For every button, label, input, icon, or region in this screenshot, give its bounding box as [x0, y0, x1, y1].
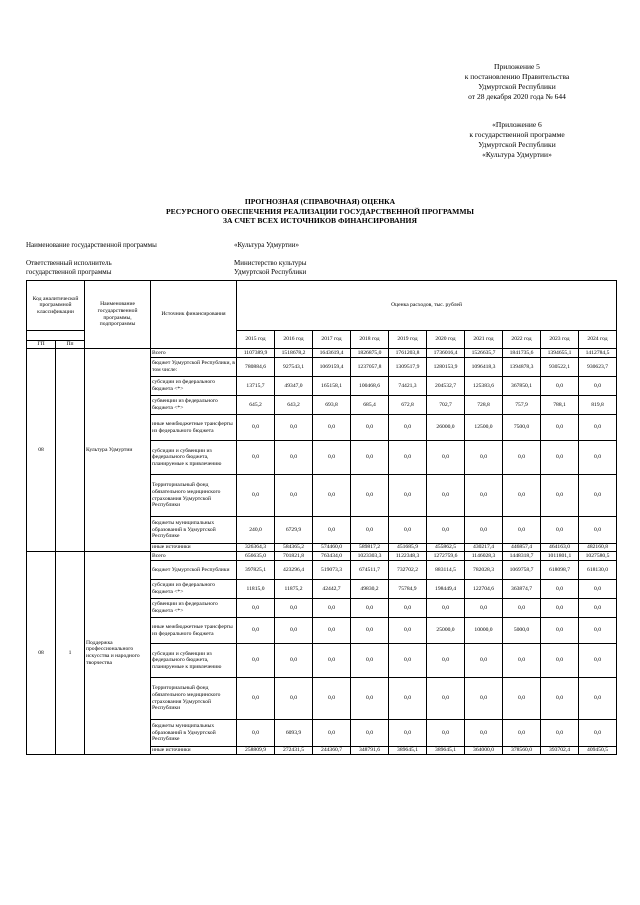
- amount-cell: 701821,8: [275, 552, 313, 561]
- amount-cell: 0,0: [465, 599, 503, 618]
- amount-cell: 0,0: [503, 678, 541, 720]
- amount-cell: 165158,1: [313, 377, 351, 396]
- amount-cell: 26000,0: [427, 415, 465, 441]
- amount-cell: 763434,0: [313, 552, 351, 561]
- amount-cell: 6729,9: [275, 517, 313, 544]
- funding-source: иные источники: [151, 544, 237, 552]
- amount-cell: 0,0: [275, 644, 313, 678]
- funding-source: субсидии и субвенции из федерального бюджета, планируемые к привлечению: [151, 644, 237, 678]
- funding-source: Территориальный фонд обязательного медицинского страхования Удмуртской Республики: [151, 678, 237, 720]
- amount-cell: 1518678,2: [275, 349, 313, 358]
- amount-cell: 258809,9: [237, 747, 275, 755]
- amount-cell: 0,0: [541, 377, 579, 396]
- document-title: [80, 197, 560, 226]
- amount-cell: 589817,2: [351, 544, 389, 552]
- amount-cell: 1826875,0: [351, 349, 389, 358]
- amount-cell: 7500,0: [503, 415, 541, 441]
- amount-cell: 42442,7: [313, 580, 351, 599]
- amount-cell: 0,0: [275, 475, 313, 517]
- funding-source: бюджеты муниципальных образований в Удмуртской Республике: [151, 517, 237, 544]
- amount-cell: 0,0: [541, 720, 579, 747]
- appendix-6-line: «Приложение 6: [492, 120, 542, 129]
- amount-cell: 1146028,3: [465, 552, 503, 561]
- funding-source: субсидии из федерального бюджета <*>: [151, 580, 237, 599]
- amount-cell: 0,0: [427, 720, 465, 747]
- amount-cell: 0,0: [313, 441, 351, 475]
- funding-source: субсидии из федерального бюджета <*>: [151, 377, 237, 396]
- amount-cell: 12500,0: [465, 415, 503, 441]
- header-year: 2022 год: [503, 331, 541, 349]
- amount-cell: 0,0: [275, 618, 313, 644]
- amount-cell: 1096418,3: [465, 358, 503, 377]
- amount-cell: 1736016,4: [427, 349, 465, 358]
- header-code: Код аналитической программной классификации: [27, 281, 85, 331]
- amount-cell: 645,2: [237, 396, 275, 415]
- header-year: 2020 год: [427, 331, 465, 349]
- amount-cell: 883114,5: [427, 561, 465, 580]
- amount-cell: 1069758,7: [503, 561, 541, 580]
- amount-cell: 204532,7: [427, 377, 465, 396]
- amount-cell: 100468,6: [351, 377, 389, 396]
- amount-cell: 0,0: [465, 678, 503, 720]
- amount-cell: 0,0: [465, 644, 503, 678]
- amount-cell: 0,0: [351, 415, 389, 441]
- funding-source: Всего: [151, 349, 237, 358]
- header-name: Наименование государственной программы, подпрограммы: [85, 281, 151, 349]
- title-line: ЗА СЧЕТ ВСЕХ ИСТОЧНИКОВ ФИНАНСИРОВАНИЯ: [223, 216, 417, 225]
- amount-cell: 464163,0: [541, 544, 579, 552]
- amount-cell: 0,0: [579, 377, 617, 396]
- title-line: ПРОГНОЗНАЯ (СПРАВОЧНАЯ) ОЦЕНКА: [244, 197, 396, 206]
- amount-cell: 10000,0: [465, 618, 503, 644]
- program-value: «Культура Удмуртии»: [234, 241, 300, 249]
- header-year: 2019 год: [389, 331, 427, 349]
- amount-cell: 0,0: [427, 599, 465, 618]
- header-year: 2017 год: [313, 331, 351, 349]
- amount-cell: 363874,7: [503, 580, 541, 599]
- amount-cell: 389645,1: [427, 747, 465, 755]
- amount-cell: 0,0: [237, 678, 275, 720]
- amount-cell: 1280153,9: [427, 358, 465, 377]
- amount-cell: 0,0: [579, 475, 617, 517]
- executor-label-line: государственной программы: [26, 268, 112, 276]
- amount-cell: 125383,6: [465, 377, 503, 396]
- amount-cell: 0,0: [351, 618, 389, 644]
- amount-cell: 0,0: [237, 441, 275, 475]
- amount-cell: 0,0: [503, 720, 541, 747]
- amount-cell: 1448318,7: [503, 552, 541, 561]
- amount-cell: 1309517,9: [389, 358, 427, 377]
- program-label: Наименование государственной программы: [26, 241, 157, 249]
- executor-value-line: Министерство культуры: [234, 259, 307, 267]
- amount-cell: 1761203,8: [389, 349, 427, 358]
- amount-cell: 519073,3: [313, 561, 351, 580]
- amount-cell: 1412784,5: [579, 349, 617, 358]
- amount-cell: 0,0: [579, 415, 617, 441]
- amount-cell: 393702,4: [541, 747, 579, 755]
- amount-cell: 0,0: [579, 599, 617, 618]
- header-year: 2015 год: [237, 331, 275, 349]
- executor-label: [26, 259, 112, 277]
- amount-cell: 1237057,8: [351, 358, 389, 377]
- amount-cell: 0,0: [465, 720, 503, 747]
- amount-cell: 0,0: [541, 441, 579, 475]
- amount-cell: 0,0: [503, 517, 541, 544]
- amount-cell: 927543,1: [275, 358, 313, 377]
- amount-cell: 0,0: [389, 618, 427, 644]
- amount-cell: 25000,0: [427, 618, 465, 644]
- executor-value-line: Удмуртской Республики: [234, 268, 307, 276]
- amount-cell: 1122348,3: [389, 552, 427, 561]
- amount-cell: 0,0: [503, 475, 541, 517]
- amount-cell: 455862,5: [427, 544, 465, 552]
- amount-cell: 122704,6: [465, 580, 503, 599]
- amount-cell: 0,0: [237, 644, 275, 678]
- amount-cell: 0,0: [313, 720, 351, 747]
- amount-cell: 0,0: [389, 644, 427, 678]
- amount-cell: 1027580,5: [579, 552, 617, 561]
- amount-cell: 0,0: [503, 644, 541, 678]
- amount-cell: 618130,0: [579, 561, 617, 580]
- amount-cell: 0,0: [351, 441, 389, 475]
- amount-cell: 930623,7: [579, 358, 617, 377]
- executor-value: [234, 259, 307, 277]
- amount-cell: 75784,9: [389, 580, 427, 599]
- gp-code: 08: [27, 552, 56, 755]
- header-year: 2018 год: [351, 331, 389, 349]
- amount-cell: 1107389,9: [237, 349, 275, 358]
- amount-cell: 0,0: [351, 644, 389, 678]
- amount-cell: 0,0: [389, 441, 427, 475]
- amount-cell: 732702,2: [389, 561, 427, 580]
- appendix-5-line: от 28 декабря 2020 года № 644: [468, 92, 566, 101]
- amount-cell: 674511,7: [351, 561, 389, 580]
- funding-source: Территориальный фонд обязательного медицинского страхования Удмуртской Республики: [151, 475, 237, 517]
- appendix-5-line: к постановлению Правительства: [464, 72, 570, 81]
- amount-cell: 0,0: [503, 599, 541, 618]
- amount-cell: 0,0: [465, 441, 503, 475]
- amount-cell: 0,0: [389, 415, 427, 441]
- amount-cell: 0,0: [313, 644, 351, 678]
- amount-cell: 0,0: [427, 475, 465, 517]
- amount-cell: 782028,3: [465, 561, 503, 580]
- amount-cell: 0,0: [351, 720, 389, 747]
- amount-cell: 0,0: [275, 441, 313, 475]
- title-line: РЕСУРСНОГО ОБЕСПЕЧЕНИЯ РЕАЛИЗАЦИИ ГОСУДАРСТВЕННОЙ ПРОГРАММЫ: [166, 206, 474, 216]
- funding-source: иные межбюджетные трансферты из федерального бюджета: [151, 415, 237, 441]
- header-gp: ГП: [27, 341, 56, 349]
- amount-cell: 49347,0: [275, 377, 313, 396]
- appendix-6-line: «Культура Удмуртии»: [482, 150, 552, 159]
- amount-cell: 1011801,1: [541, 552, 579, 561]
- amount-cell: 482160,8: [579, 544, 617, 552]
- amount-cell: 446857,4: [503, 544, 541, 552]
- amount-cell: 0,0: [389, 517, 427, 544]
- amount-cell: 326364,3: [237, 544, 275, 552]
- amount-cell: 584365,2: [275, 544, 313, 552]
- amount-cell: 1841735,6: [503, 349, 541, 358]
- amount-cell: 1526635,7: [465, 349, 503, 358]
- amount-cell: 0,0: [541, 517, 579, 544]
- funding-source: Всего: [151, 552, 237, 561]
- header-estimate: Оценка расходов, тыс. рублей: [237, 281, 617, 331]
- amount-cell: 0,0: [541, 580, 579, 599]
- amount-cell: 0,0: [579, 580, 617, 599]
- amount-cell: 656635,0: [237, 552, 275, 561]
- amount-cell: 6093,9: [275, 720, 313, 747]
- amount-cell: 1272759,6: [427, 552, 465, 561]
- amount-cell: 574460,0: [313, 544, 351, 552]
- amount-cell: 198449,4: [427, 580, 465, 599]
- amount-cell: 0,0: [351, 517, 389, 544]
- amount-cell: 0,0: [465, 517, 503, 544]
- amount-cell: 0,0: [503, 441, 541, 475]
- amount-cell: 244360,7: [313, 747, 351, 755]
- appendix-6-line: Удмуртской Республики: [478, 140, 556, 149]
- amount-cell: 819,8: [579, 396, 617, 415]
- program-name: Культура Удмуртии: [85, 349, 151, 552]
- amount-cell: 0,0: [313, 618, 351, 644]
- gp-code: 08: [27, 349, 56, 552]
- amount-cell: 74421,3: [389, 377, 427, 396]
- funding-source: бюджет Удмуртской Республики, в том числе:: [151, 358, 237, 377]
- header-pp: Пп: [56, 341, 85, 349]
- amount-cell: 702,7: [427, 396, 465, 415]
- amount-cell: 672,8: [389, 396, 427, 415]
- amount-cell: 5000,0: [503, 618, 541, 644]
- amount-cell: 272431,5: [275, 747, 313, 755]
- resource-table: [26, 280, 617, 755]
- funding-source: иные источники: [151, 747, 237, 755]
- amount-cell: 0,0: [313, 599, 351, 618]
- funding-source: субвенции из федерального бюджета <*>: [151, 396, 237, 415]
- header-code-spacer: [27, 331, 85, 341]
- appendix-6-line: к государственной программе: [469, 130, 565, 139]
- amount-cell: 0,0: [579, 720, 617, 747]
- amount-cell: 0,0: [579, 678, 617, 720]
- amount-cell: 397825,1: [237, 561, 275, 580]
- amount-cell: 0,0: [389, 599, 427, 618]
- header-year: 2016 год: [275, 331, 313, 349]
- header-year: 2024 год: [579, 331, 617, 349]
- amount-cell: 0,0: [237, 475, 275, 517]
- funding-source: субсидии и субвенции из федерального бюджета, планируемые к привлечению: [151, 441, 237, 475]
- amount-cell: 0,0: [313, 517, 351, 544]
- amount-cell: 0,0: [351, 599, 389, 618]
- amount-cell: 0,0: [427, 678, 465, 720]
- amount-cell: 643,2: [275, 396, 313, 415]
- pp-code: [56, 349, 85, 552]
- amount-cell: 780884,6: [237, 358, 275, 377]
- amount-cell: 0,0: [313, 475, 351, 517]
- amount-cell: 0,0: [541, 415, 579, 441]
- amount-cell: 0,0: [579, 644, 617, 678]
- amount-cell: 430217,4: [465, 544, 503, 552]
- amount-cell: 0,0: [541, 618, 579, 644]
- amount-cell: 0,0: [313, 415, 351, 441]
- amount-cell: 930522,1: [541, 358, 579, 377]
- amount-cell: 693,8: [313, 396, 351, 415]
- amount-cell: 0,0: [351, 678, 389, 720]
- header-year: 2023 год: [541, 331, 579, 349]
- amount-cell: 389645,1: [389, 747, 427, 755]
- amount-cell: 0,0: [389, 720, 427, 747]
- header-source: Источник финансирования: [151, 281, 237, 349]
- funding-source: субвенции из федерального бюджета <*>: [151, 599, 237, 618]
- pp-code: 1: [56, 552, 85, 755]
- appendix-5-line: Удмуртской Республики: [478, 82, 556, 91]
- amount-cell: 0,0: [237, 720, 275, 747]
- amount-cell: 0,0: [351, 475, 389, 517]
- amount-cell: 49830,2: [351, 580, 389, 599]
- appendix-6-header: [432, 120, 602, 160]
- amount-cell: 618098,7: [541, 561, 579, 580]
- amount-cell: 0,0: [541, 644, 579, 678]
- amount-cell: 0,0: [579, 517, 617, 544]
- funding-source: бюджет Удмуртской Республики: [151, 561, 237, 580]
- funding-source: иные межбюджетные трансферты из федерального бюджета: [151, 618, 237, 644]
- amount-cell: 1394655,1: [541, 349, 579, 358]
- amount-cell: 0,0: [541, 475, 579, 517]
- header-year: 2021 год: [465, 331, 503, 349]
- amount-cell: 11815,0: [237, 580, 275, 599]
- amount-cell: 0,0: [389, 475, 427, 517]
- amount-cell: 423296,4: [275, 561, 313, 580]
- amount-cell: 367850,1: [503, 377, 541, 396]
- amount-cell: 378560,0: [503, 747, 541, 755]
- amount-cell: 451685,9: [389, 544, 427, 552]
- amount-cell: 0,0: [427, 441, 465, 475]
- table-row: [27, 349, 617, 358]
- program-name: Поддержка профессионального искусства и народного творчества: [85, 552, 151, 755]
- amount-cell: 0,0: [237, 415, 275, 441]
- amount-cell: 0,0: [541, 599, 579, 618]
- amount-cell: 0,0: [541, 678, 579, 720]
- appendix-5-line: Приложение 5: [494, 62, 540, 71]
- executor-label-line: Ответственный исполнитель: [26, 259, 112, 267]
- amount-cell: 0,0: [275, 678, 313, 720]
- amount-cell: 788,1: [541, 396, 579, 415]
- amount-cell: 0,0: [465, 475, 503, 517]
- amount-cell: 0,0: [389, 678, 427, 720]
- amount-cell: 0,0: [237, 599, 275, 618]
- amount-cell: 0,0: [275, 599, 313, 618]
- amount-cell: 348791,6: [351, 747, 389, 755]
- amount-cell: 757,9: [503, 396, 541, 415]
- amount-cell: 1069159,4: [313, 358, 351, 377]
- amount-cell: 1023303,3: [351, 552, 389, 561]
- amount-cell: 0,0: [275, 415, 313, 441]
- amount-cell: 13715,7: [237, 377, 275, 396]
- funding-source: бюджеты муниципальных образований в Удмуртской Республике: [151, 720, 237, 747]
- amount-cell: 0,0: [427, 517, 465, 544]
- amount-cell: 0,0: [579, 618, 617, 644]
- amount-cell: 409450,5: [579, 747, 617, 755]
- amount-cell: 1394878,3: [503, 358, 541, 377]
- amount-cell: 0,0: [427, 644, 465, 678]
- amount-cell: 0,0: [237, 618, 275, 644]
- amount-cell: 0,0: [313, 678, 351, 720]
- table-row: [27, 552, 617, 561]
- amount-cell: 240,0: [237, 517, 275, 544]
- amount-cell: 728,8: [465, 396, 503, 415]
- amount-cell: 364000,0: [465, 747, 503, 755]
- amount-cell: 0,0: [579, 441, 617, 475]
- appendix-5-header: [432, 62, 602, 102]
- amount-cell: 11875,2: [275, 580, 313, 599]
- amount-cell: 1643619,4: [313, 349, 351, 358]
- amount-cell: 685,4: [351, 396, 389, 415]
